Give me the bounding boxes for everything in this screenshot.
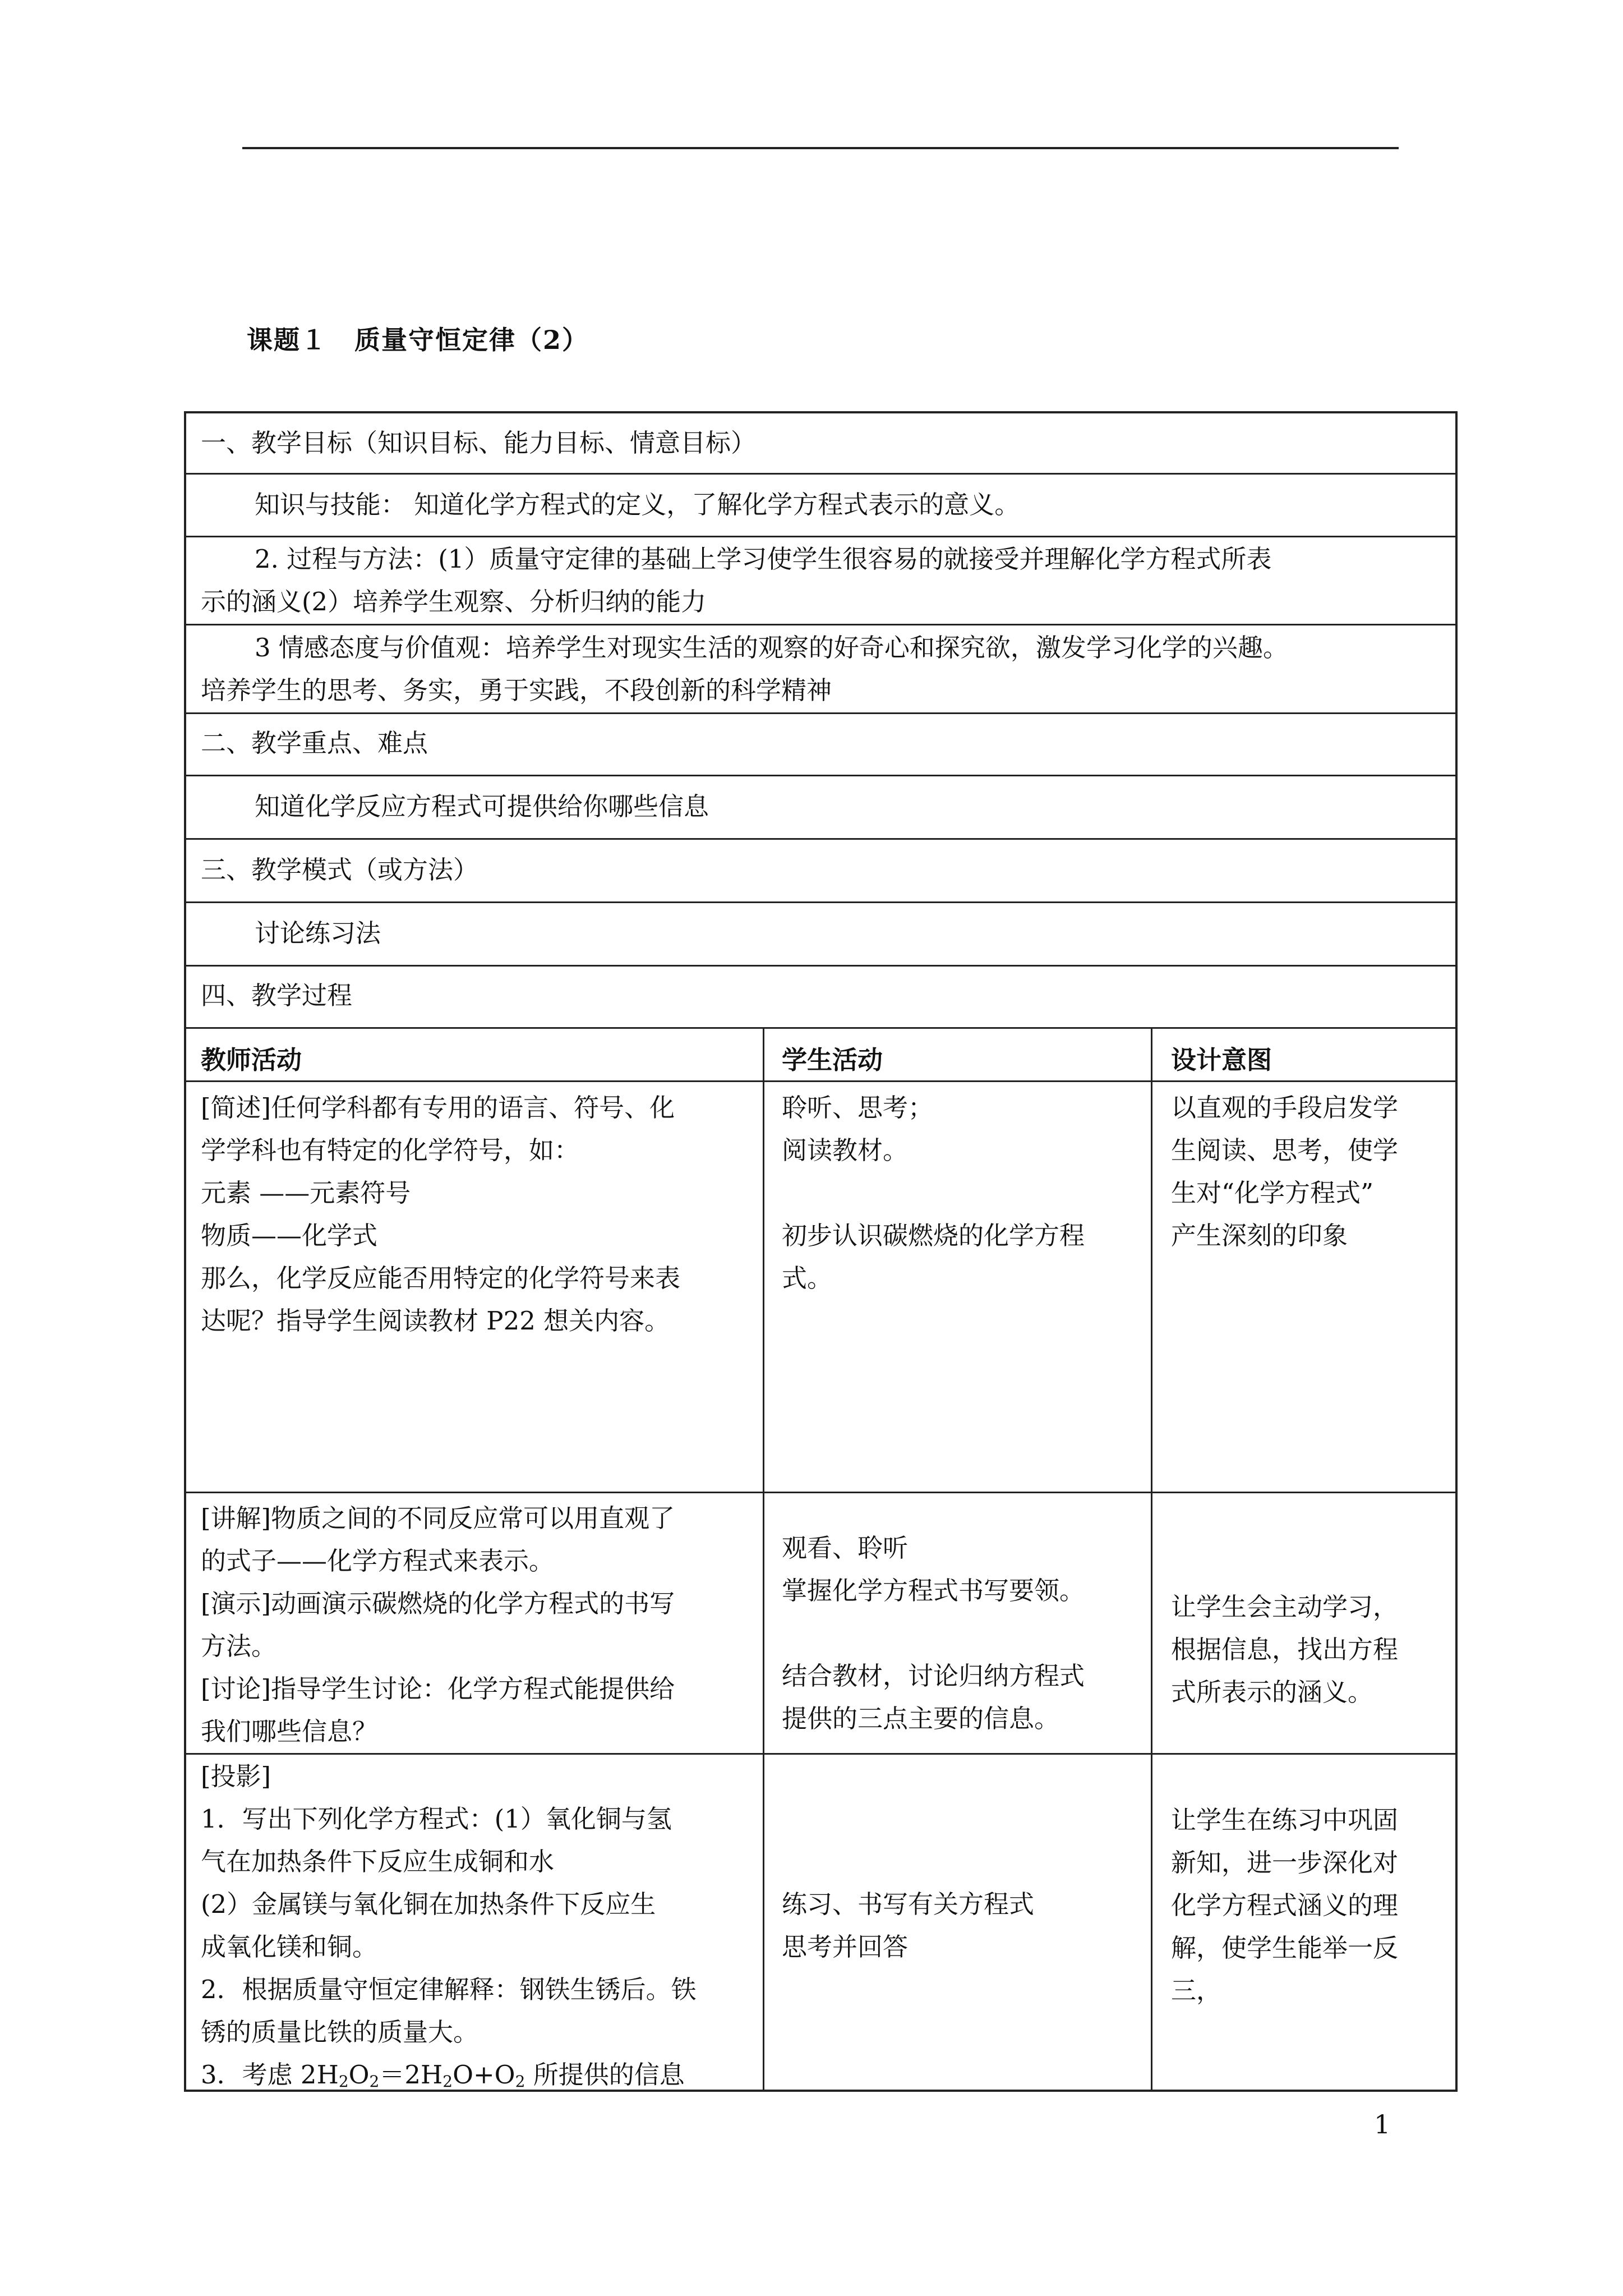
cell-line: 生阅读、思考，使学 [1171, 1135, 1399, 1165]
cell-line: 让学生会主动学习， [1171, 1592, 1399, 1622]
row1-design-intent [1171, 1087, 1457, 1257]
cell-line: 让学生在练习中巩固 [1171, 1805, 1399, 1835]
cell-line: 聆听、思考； [782, 1093, 934, 1122]
process-heading: 四、教学过程 [201, 981, 353, 1010]
cell-line: 化学方程式涵义的理 [1171, 1890, 1399, 1920]
cell-line: 式所表示的涵义。 [1171, 1677, 1373, 1707]
cell-line: 初步认识碳燃烧的化学方程 [782, 1221, 1085, 1250]
cell-line: 提供的三点主要的信息。 [782, 1704, 1060, 1733]
objective-attitude-line: 3 情感态度与价值观：培养学生对现实生活的观察的好奇心和探究欲，激发学习化学的兴趣。 [255, 633, 1288, 662]
cell-line: 解，使学生能举一反 [1171, 1933, 1399, 1963]
cell-line: 的式子——化学方程式来表示。 [201, 1546, 555, 1576]
row-divider [186, 901, 1455, 903]
objective-attitude [201, 627, 1454, 712]
teacher-activity-header: 教师活动 [201, 1045, 302, 1075]
cell-line: 2．根据质量守恒定律解释：钢铁生锈后。铁 [201, 1975, 697, 2004]
cell-line: 三， [1171, 1976, 1222, 2005]
header-rule [242, 147, 1399, 149]
row-divider [186, 536, 1455, 537]
document-title: 课题１ 质量守恒定律（2） [247, 325, 589, 355]
row-divider [186, 624, 1455, 625]
key-points-heading: 二、教学重点、难点 [201, 728, 428, 758]
cell-line: 物质——化学式 [201, 1221, 378, 1250]
column-divider [1151, 1027, 1152, 2090]
cell-line: 元素 ——元素符号 [201, 1178, 411, 1208]
row-divider [186, 712, 1455, 714]
cell-line: 练习、书写有关方程式 [782, 1889, 1035, 1919]
cell-line: 那么，化学反应能否用特定的化学符号来表 [201, 1263, 681, 1293]
objective-process [201, 538, 1446, 623]
row2-design-intent [1171, 1586, 1457, 1714]
cell-line: [讲解]物质之间的不同反应常可以用直观了 [201, 1503, 675, 1533]
row-divider [186, 1492, 1455, 1493]
objective-process-line: 示的涵义(2）培养学生观察、分析归纳的能力 [201, 587, 707, 616]
objective-attitude-line: 培养学生的思考、务实，勇于实践，不段创新的科学精神 [201, 675, 832, 705]
cell-line: (2）金属镁与氧化铜在加热条件下反应生 [201, 1889, 656, 1919]
objective-knowledge: 知识与技能： 知道化学方程式的定义，了解化学方程式表示的意义。 [255, 490, 1020, 519]
cell-line: 掌握化学方程式书写要领。 [782, 1576, 1085, 1605]
cell-line: [投影] [201, 1761, 271, 1791]
row-divider [186, 473, 1455, 475]
column-divider [763, 1027, 764, 2090]
cell-line: 锈的质量比铁的质量大。 [201, 2017, 479, 2047]
chemical-equation-line: 3．考虑 $2H_2O_2=2H_2O+O_2$ 所提供的信息 [201, 2060, 685, 2091]
cell-line: 式。 [782, 1263, 833, 1293]
row3-student-activity [782, 1883, 1146, 1968]
row-divider [186, 1027, 1455, 1029]
objective-process-line: 2. 过程与方法：(1）质量守定律的基础上学习使学生很容易的就接受并理解化学方程式所表 [255, 544, 1272, 574]
cell-line: 生对“化学方程式” [1171, 1178, 1374, 1208]
key-points: 知道化学反应方程式可提供给你哪些信息 [255, 792, 709, 821]
design-intent-header: 设计意图 [1171, 1045, 1272, 1075]
cell-line: 思考并回答 [782, 1932, 909, 1962]
cell-line: 学学科也有特定的化学符号，如： [201, 1135, 580, 1165]
row1-student-activity [782, 1087, 1146, 1300]
row-divider [186, 965, 1455, 967]
teaching-mode: 讨论练习法 [255, 918, 381, 948]
objectives-heading: 一、教学目标（知识目标、能力目标、情意目标） [201, 428, 757, 458]
cell-line: 阅读教材。 [782, 1135, 909, 1165]
cell-line: 结合教材，讨论归纳方程式 [782, 1661, 1085, 1691]
cell-line: 观看、聆听 [782, 1533, 909, 1563]
row3-teacher-activity [201, 1755, 756, 2103]
cell-line: 产生深刻的印象 [1171, 1221, 1348, 1250]
lesson-plan-table [184, 411, 1458, 2092]
student-activity-header: 学生活动 [782, 1045, 883, 1075]
row2-teacher-activity [201, 1497, 756, 1753]
row3-design-intent [1171, 1799, 1457, 2012]
row-divider [186, 1080, 1455, 1082]
cell-line: 我们哪些信息？ [201, 1717, 378, 1746]
cell-line: [讨论]指导学生讨论：化学方程式能提供给 [201, 1674, 675, 1704]
mode-heading: 三、教学模式（或方法） [201, 855, 479, 885]
cell-line: 达呢？指导学生阅读教材 P22 想关内容。 [201, 1306, 670, 1336]
row2-student-activity [782, 1527, 1146, 1740]
cell-line: 1．写出下列化学方程式：(1）氧化铜与氢 [201, 1804, 672, 1834]
row1-teacher-activity [201, 1087, 756, 1342]
row-divider [186, 1753, 1455, 1755]
cell-line: 以直观的手段启发学 [1171, 1093, 1399, 1122]
cell-line: [演示]动画演示碳燃烧的化学方程式的书写 [201, 1589, 675, 1618]
cell-line: 方法。 [201, 1631, 277, 1661]
row-divider [186, 775, 1455, 776]
page-number: 1 [1374, 2109, 1391, 2139]
cell-line: 新知，进一步深化对 [1171, 1848, 1399, 1878]
cell-line: 气在加热条件下反应生成铜和水 [201, 1847, 555, 1876]
cell-line: [简述]任何学科都有专用的语言、符号、化 [201, 1093, 675, 1122]
cell-line: 根据信息，找出方程 [1171, 1635, 1399, 1664]
row-divider [186, 838, 1455, 840]
cell-line: 成氧化镁和铜。 [201, 1932, 378, 1962]
